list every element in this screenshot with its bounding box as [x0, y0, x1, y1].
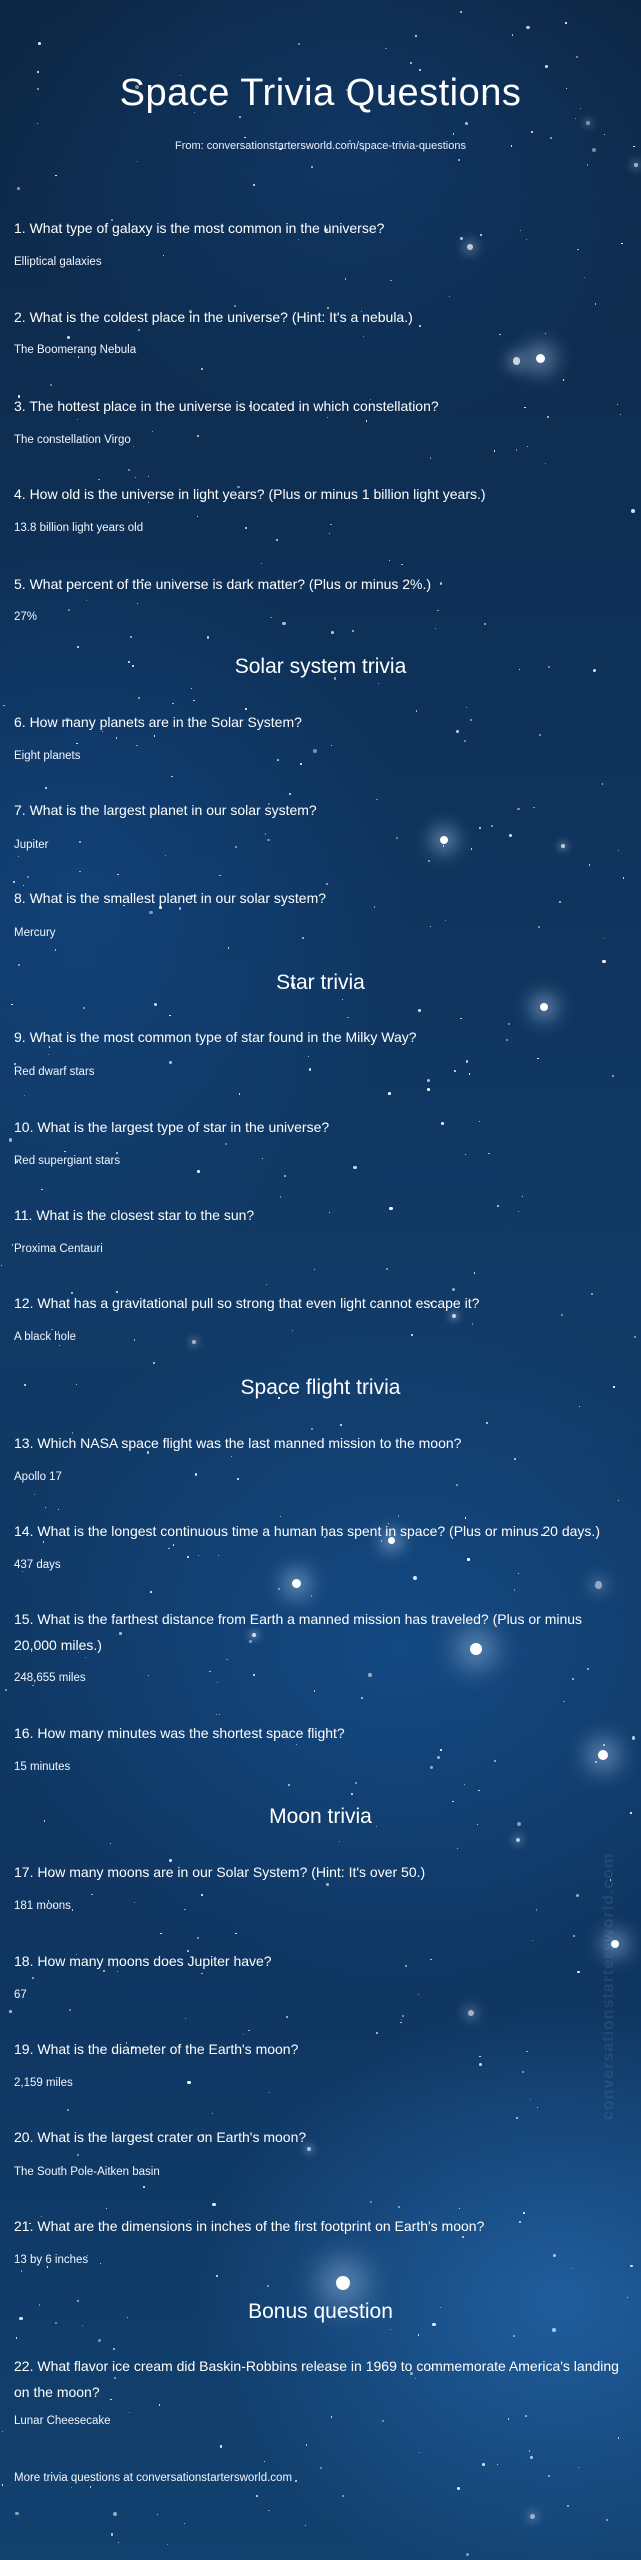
- page-title: Space Trivia Questions: [119, 72, 522, 114]
- answer-3: The constellation Virgo: [14, 434, 131, 446]
- section-space-flight: Space flight trivia: [240, 1376, 401, 1399]
- section-solar-system: Solar system trivia: [234, 655, 407, 678]
- answer-2: The Boomerang Nebula: [14, 344, 137, 356]
- question-4: 4. How old is the universe in light years? (Plus or minus 1 billion light years.): [14, 486, 486, 502]
- answer-21: 13 by 6 inches: [14, 2254, 89, 2266]
- answer-7: Jupiter: [14, 839, 49, 851]
- question-10: 10. What is the largest type of star in the universe?: [14, 1119, 330, 1135]
- answer-13: Apollo 17: [14, 1471, 62, 1483]
- answer-5: 27%: [14, 611, 38, 623]
- question-13: 13. Which NASA space flight was the last manned mission to the moon?: [14, 1435, 462, 1451]
- question-7: 7. What is the largest planet in our solar system?: [14, 802, 317, 818]
- answer-15: 248,655 miles: [14, 1672, 86, 1684]
- watermark: conversationstartersworld.com: [600, 1852, 617, 2120]
- source-line: From: conversationstartersworld.com/space-trivia-questions: [175, 140, 466, 152]
- answer-6: Eight planets: [14, 750, 81, 762]
- question-12: 12. What has a gravitational pull so strong that even light cannot escape it?: [14, 1295, 480, 1311]
- section-star: Star trivia: [276, 971, 365, 994]
- footer-credit: More trivia questions at conversationstartersworld.com: [14, 2472, 293, 2484]
- answer-1: Elliptical galaxies: [14, 256, 102, 268]
- question-19: 19. What is the diameter of the Earth's moon?: [14, 2041, 299, 2057]
- question-8: 8. What is the smallest planet in our solar system?: [14, 890, 327, 906]
- answer-22: Lunar Cheesecake: [14, 2415, 111, 2427]
- answer-10: Red supergiant stars: [14, 1155, 121, 1167]
- answer-4: 13.8 billion light years old: [14, 522, 144, 534]
- question-11: 11. What is the closest star to the sun?: [14, 1207, 255, 1223]
- question-18: 18. How many moons does Jupiter have?: [14, 1953, 272, 1969]
- question-17: 17. How many moons are in our Solar System? (Hint: It's over 50.): [14, 1864, 426, 1880]
- section-moon: Moon trivia: [269, 1805, 372, 1828]
- answer-18: 67: [14, 1989, 27, 2001]
- answer-19: 2,159 miles: [14, 2077, 73, 2089]
- answer-11: Proxima Centauri: [14, 1243, 103, 1255]
- answer-20: The South Pole-Aitken basin: [14, 2166, 160, 2178]
- answer-9: Red dwarf stars: [14, 1066, 95, 1078]
- question-21: 21. What are the dimensions in inches of the first footprint on Earth's moon?: [14, 2218, 485, 2234]
- answer-16: 15 minutes: [14, 1761, 71, 1773]
- answer-17: 181 moons: [14, 1900, 71, 1912]
- question-14: 14. What is the longest continuous time a human has spent in space? (Plus or minus 20 days.): [14, 1523, 600, 1539]
- question-9: 9. What is the most common type of star found in the Milky Way?: [14, 1029, 417, 1045]
- question-6: 6. How many planets are in the Solar System?: [14, 714, 302, 730]
- answer-8: Mercury: [14, 927, 56, 939]
- question-20: 20. What is the largest crater on Earth's moon?: [14, 2129, 307, 2145]
- question-16: 16. How many minutes was the shortest space flight?: [14, 1725, 345, 1741]
- question-1: 1. What type of galaxy is the most common in the universe?: [14, 220, 385, 236]
- question-15: 15. What is the farthest distance from Earth a manned mission has traveled? (Plus or minus 20,000 miles.): [14, 1611, 583, 1653]
- answer-14: 437 days: [14, 1559, 61, 1571]
- answer-12: A black hole: [14, 1331, 77, 1343]
- question-5: 5. What percent of the universe is dark matter? (Plus or minus 2%.): [14, 576, 432, 592]
- question-3: 3. The hottest place in the universe is located in which constellation?: [14, 398, 439, 414]
- question-22: 22. What flavor ice cream did Baskin-Robbins release in 1969 to commemorate America's landing on the moon?: [14, 2358, 619, 2400]
- section-bonus: Bonus question: [248, 2300, 393, 2323]
- question-2: 2. What is the coldest place in the universe? (Hint: It's a nebula.): [14, 309, 413, 325]
